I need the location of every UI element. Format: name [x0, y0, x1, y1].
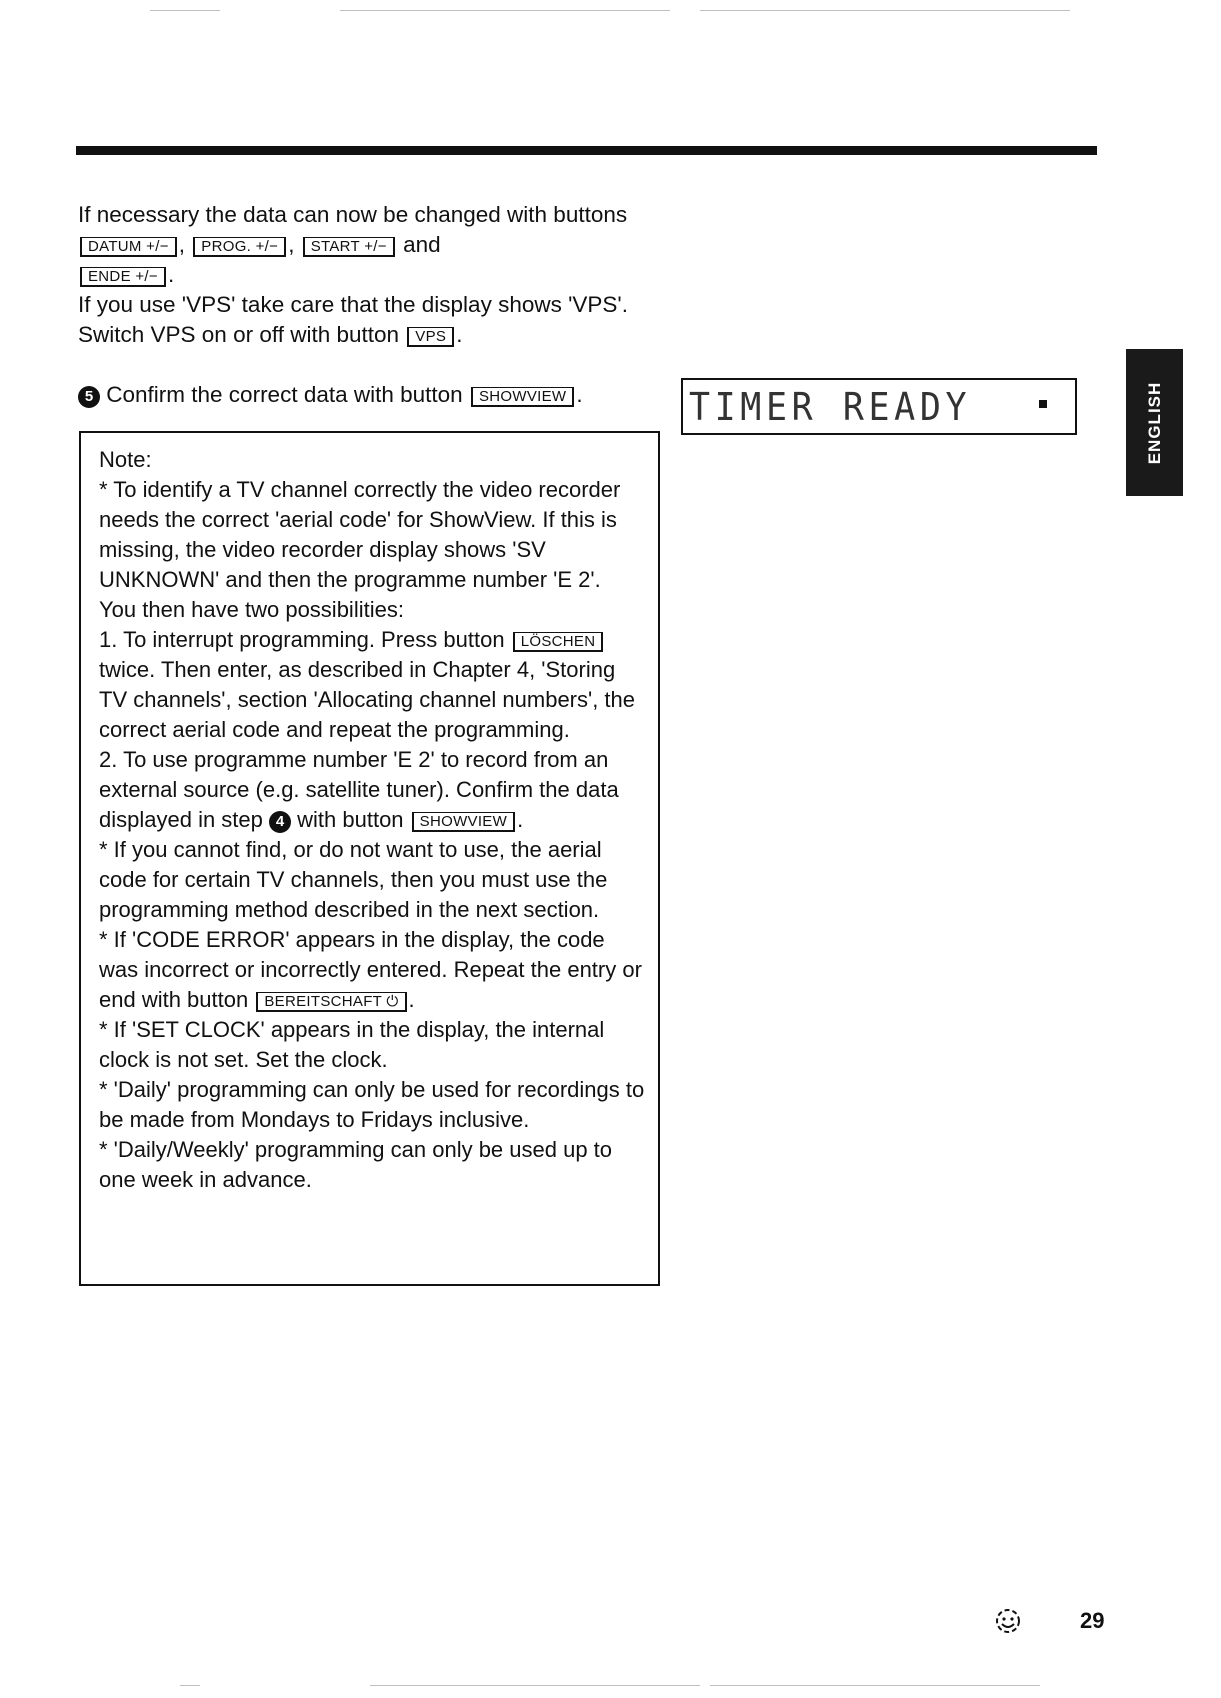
loeschen-button: LÖSCHEN [513, 632, 604, 652]
note-text: twice. Then enter, as described in Chapter 4, 'Storing TV channels', section 'Allocating channel numbers', the correct aerial code and repeat the programming. [99, 657, 636, 742]
scan-artifact [150, 10, 220, 11]
showview-button: SHOWVIEW [412, 812, 515, 832]
scan-artifact [180, 1685, 200, 1686]
smiley-icon [993, 1606, 1023, 1636]
standby-button: BEREITSCHAFT ⏻ [256, 992, 406, 1012]
page-number: 29 [1080, 1608, 1105, 1633]
step-5: 5 Confirm the correct data with button SHOWVIEW . [78, 380, 698, 410]
note-paragraph: * To identify a TV channel correctly the video recorder needs the correct 'aerial code' for ShowView. If this is missing, the video recorder display shows 'SV UNKNOWN' and then the programme number 'E 2'. [99, 477, 621, 592]
switch-vps-text: Switch VPS on or off with button [78, 322, 400, 347]
note-paragraph: You then have two possibilities: [99, 597, 404, 622]
note-heading: Note: [99, 447, 152, 472]
scan-artifact [340, 10, 670, 11]
note-paragraph: * 'Daily' programming can only be used for recordings to be made from Mondays to Fridays inclusive. [99, 1077, 645, 1132]
note-paragraph: * If you cannot find, or do not want to use, the aerial code for certain TV channels, then you must use the programming method described in the next section. [99, 837, 608, 922]
note-text: * If 'CODE ERROR' appears in the display, the code was incorrect or incorrectly entered. Repeat the entry or end with button [99, 927, 642, 1012]
datum-button: DATUM +/− [80, 237, 177, 257]
display-text: TIMER READY [689, 385, 972, 429]
language-tab-label: ENGLISH [1144, 381, 1164, 464]
scan-artifact [370, 1685, 700, 1686]
note-paragraph: 2. To use programme number 'E 2' to record from an external source (e.g. satellite tuner). Confirm the data displayed in step 4 with button SHOWVIEW . [99, 747, 619, 832]
scan-artifact [700, 10, 1070, 11]
scan-artifact [710, 1685, 1040, 1686]
start-button: START +/− [303, 237, 395, 257]
note-paragraph: * If 'SET CLOCK' appears in the display, the internal clock is not set. Set the clock. [99, 1017, 605, 1072]
intro-line1: If necessary the data can now be changed with buttons [78, 202, 628, 227]
header-rule [76, 146, 1097, 155]
vcr-display [681, 378, 1077, 435]
step-5-text: Confirm the correct data with button [106, 382, 463, 407]
step-number-badge: 5 [78, 386, 100, 408]
and-word: and [403, 232, 441, 257]
ende-button: ENDE +/− [80, 267, 166, 287]
note-box [79, 431, 660, 1286]
vps-line: If you use 'VPS' take care that the display shows 'VPS'. [78, 292, 628, 317]
step-number-badge: 4 [269, 811, 291, 833]
note-paragraph: * 'Daily/Weekly' programming can only be used up to one week in advance. [99, 1137, 613, 1192]
note-text: 1. To interrupt programming. Press button [99, 627, 505, 652]
prog-button: PROG. +/− [193, 237, 286, 257]
note-text: 2. To use programme number 'E 2' to record from an external source (e.g. satellite tuner). Confirm the data displayed in step [99, 747, 619, 832]
note-paragraph [99, 625, 648, 745]
language-tab [1126, 349, 1183, 496]
intro-text [78, 200, 678, 350]
intro-buttons-line: DATUM +/− , PROG. +/− , START +/− and [78, 230, 678, 260]
showview-button: SHOWVIEW [471, 387, 574, 407]
note-paragraph: * If 'CODE ERROR' appears in the display, the code was incorrect or incorrectly entered. Repeat the entry or end with button BEREITSCHAFT ⏻ . [99, 927, 642, 1012]
vps-button: VPS [407, 327, 454, 347]
switch-vps-line: Switch VPS on or off with button VPS . [78, 322, 463, 347]
intro-ende-line: ENDE +/− . [78, 260, 678, 290]
display-indicator-dot [1039, 400, 1047, 408]
note-text: with button [297, 807, 404, 832]
